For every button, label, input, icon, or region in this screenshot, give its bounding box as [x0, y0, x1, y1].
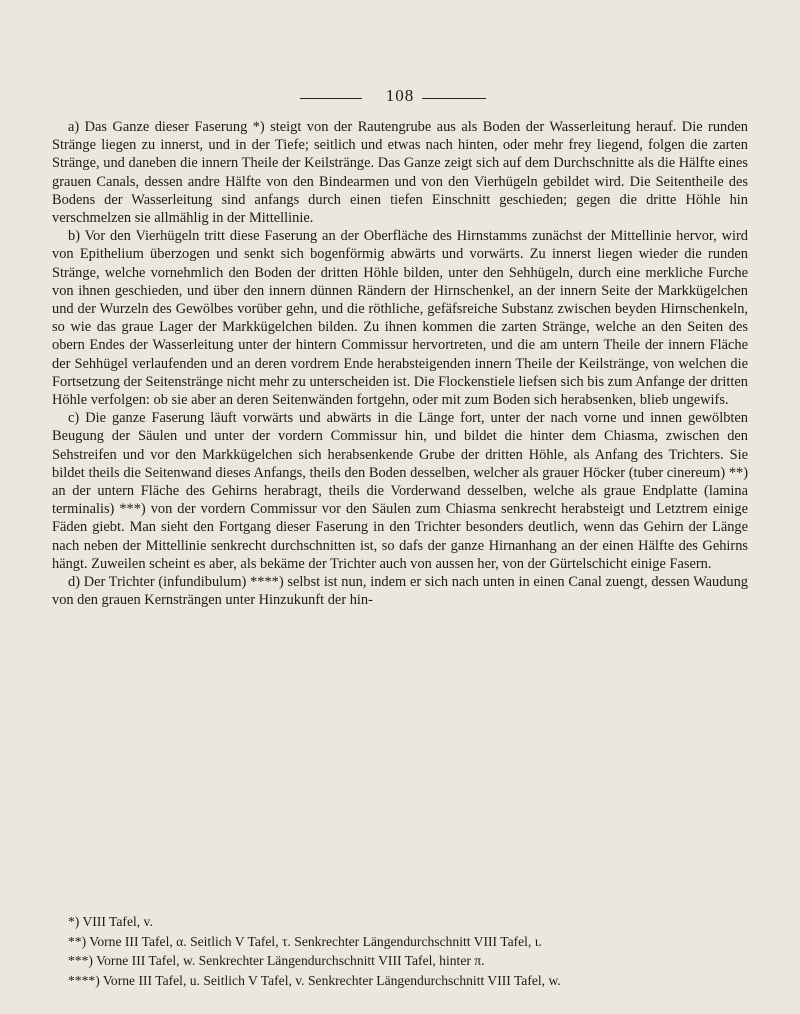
- paragraph-c: c) Die ganze Faserung läuft vorwärts und abwärts in die Länge fort, unter der nach vorne und innen gewölbten Beugung der Säulen und unter der vordern Commissur hin, und bildet die hinter dem Chiasma, zwischen den Sehstreifen und vor den Markkügelchen sich herabsenkende Grube der dritten Höhle, als Anfang des Trichters. Sie bildet theils die Seitenwand dieses Anfangs, theils den Boden desselben, welcher als grauer Höcker (tuber cinereum) **) an der untern Fläche des Gehirns herabragt, theils die Vorderwand desselben, welche als graue Endplatte (lamina terminalis) ***) von der vordern Commissur vor den Säulen zum Chiasma senkrecht herabsteigt und Letztrem einige Fäden giebt. Man sieht den Fortgang dieser Faserung in den Trichter besonders deutlich, wenn das Gehirn der Länge nach neben der Mittellinie senkrecht durchschnitten ist, so dafs der ganze Hirnanhang an der einen Hälfte des Gehirns hängt. Zuweilen scheint es aber, als bekäme der Trichter auch von aussen her, von der Gürtelschicht einige Fasern.: [52, 410, 748, 572]
- paragraph-b: b) Vor den Vierhügeln tritt diese Faserung an der Oberfläche des Hirnstamms zunächst der Mittellinie hervor, wird von Epithelium überzogen und senkt sich bogenförmig abwärts und vorwärts. Zu innerst liegen wieder die runden Stränge, welche vornehmlich den Boden der dritten Höhle bilden, unter den Sehhügeln, durch eine merkliche Furche von ihnen geschieden, und über den innern dünnen Rändern der Hirnschenkel, an der innern Seite der Markkügelchen und der Wurzeln des Gewölbes vorüber gehn, und die röthliche, gefäfsreiche Substanz zwischen beyden Hirnschenkeln, so wie das graue Lager der Markkügelchen bilden. Zu ihnen kommen die zarten Stränge, welche an den Seiten des obern Endes der Wasserleitung unter der hintern Commissur hervortreten, und die am untern Theile der innern Fläche der Sehhügel verlaufenden und an deren vordrem Ende herabsteigenden innern Theile der Keilstränge, von welchen die Fortsetzung der Seitenstränge nicht mehr zu unterscheiden ist. Die Flockenstiele liefsen sich bis zum Anfange der dritten Höhle verfolgen: ob sie aber an deren Seitenwänden fortgehn, oder mit zum Boden sich herabsenken, blieb ungewifs.: [52, 228, 748, 409]
- main-text: [52, 118, 748, 609]
- footnote-3: ***) Vorne III Tafel, w. Senkrechter Längendurchschnitt VIII Tafel, hinter π.: [68, 953, 485, 969]
- footnote-1: *) VIII Tafel, v.: [68, 914, 153, 929]
- paragraph-a: a) Das Ganze dieser Faserung *) steigt von der Rautengrube aus als Boden der Wasserleitung herauf. Die runden Stränge liegen zu innerst, und in der Tiefe; seitlich und etwas nach hinten, oder mehr frey liegend, folgen die zarten Stränge, und daneben die innern Theile der Keilstränge. Das Ganze zeigt sich auf dem Durchschnitte als die Hälfte eines grauen Canals, dessen andre Hälfte von den Bindearmen und von den Vierhügeln gebildet wird. Die Seitentheile des Bodens der Wasserleitung sind anfangs durch einen tiefen Einschnitt geschieden; gegen die dritte Höhle hin verschmelzen sie allmählig in der Mittellinie.: [52, 119, 748, 227]
- footnote-2: **) Vorne III Tafel, α. Seitlich V Tafel, τ. Senkrechter Längendurchschnitt VIII Tafel, ι.: [68, 933, 542, 949]
- footnotes: [68, 912, 748, 990]
- page-number: 108: [385, 86, 415, 105]
- paragraph-d: d) Der Trichter (infundibulum) ****) selbst ist nun, indem er sich nach unten in einen Canal zuengt, dessen Waudung von den grauen Kernsträngen unter Hinzukunft der hin-: [52, 574, 748, 609]
- footnote-4: ****) Vorne III Tafel, u. Seitlich V Tafel, v. Senkrechter Längendurchschnitt VIII Tafel, w.: [68, 972, 561, 988]
- header-rule-right: [422, 98, 486, 99]
